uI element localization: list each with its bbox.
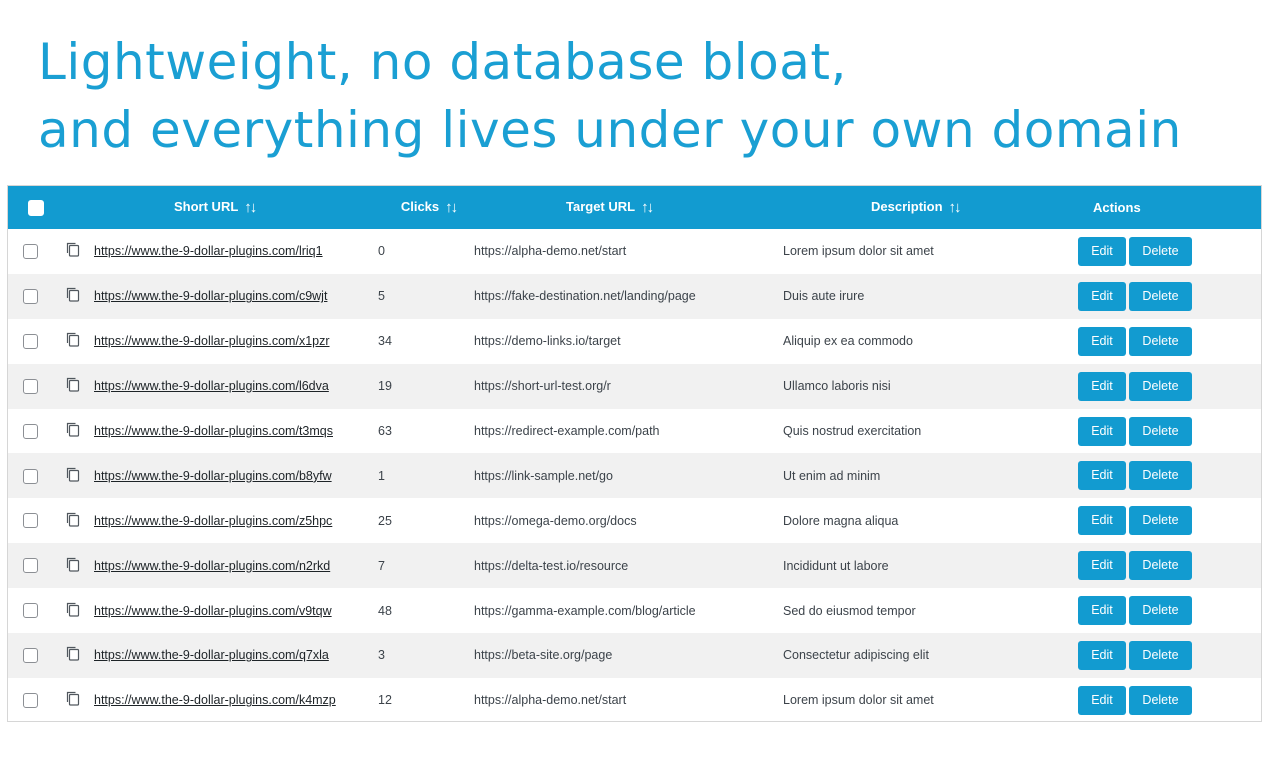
- sort-icon: ↑↓: [641, 199, 653, 216]
- copy-icon[interactable]: [66, 512, 80, 530]
- links-table: [8, 186, 1262, 722]
- actions-cell: [1068, 453, 1262, 498]
- clicks-cell: 7: [378, 558, 385, 573]
- edit-button[interactable]: Edit: [1078, 551, 1126, 580]
- target-url-cell: https://demo-links.io/target: [474, 334, 621, 349]
- table-row: [8, 364, 1262, 409]
- delete-button[interactable]: Delete: [1129, 461, 1192, 490]
- clicks-cell: 5: [378, 289, 385, 304]
- table-header-row: [8, 186, 1262, 229]
- copy-icon[interactable]: [66, 646, 80, 664]
- table-row: [8, 498, 1262, 543]
- target-url-cell: https://alpha-demo.net/start: [474, 244, 627, 259]
- delete-button[interactable]: Delete: [1129, 237, 1192, 266]
- short-url-link[interactable]: https://www.the-9-dollar-plugins.com/z5hpc: [94, 513, 333, 528]
- table-row: [8, 453, 1262, 498]
- description-cell: Lorem ipsum dolor sit amet: [783, 244, 934, 259]
- edit-button[interactable]: Edit: [1078, 506, 1126, 535]
- short-url-link[interactable]: https://www.the-9-dollar-plugins.com/n2rkd: [94, 558, 331, 573]
- column-target-url-label: Target URL: [566, 199, 636, 214]
- copy-icon[interactable]: [66, 242, 80, 260]
- row-checkbox[interactable]: [23, 648, 38, 663]
- column-actions: [1068, 186, 1262, 229]
- short-url-link[interactable]: https://www.the-9-dollar-plugins.com/t3mqs: [94, 424, 333, 438]
- short-url-link[interactable]: https://www.the-9-dollar-plugins.com/q7xla: [94, 648, 329, 663]
- short-url-link[interactable]: https://www.the-9-dollar-plugins.com/c9wjt: [94, 289, 328, 304]
- clicks-cell: 0: [378, 244, 385, 259]
- column-short-url[interactable]: [94, 186, 371, 229]
- column-actions-label: Actions: [1093, 200, 1141, 215]
- row-checkbox[interactable]: [23, 424, 38, 439]
- description-cell: Incididunt ut labore: [783, 558, 889, 573]
- copy-icon[interactable]: [66, 377, 80, 395]
- table-row: [8, 678, 1262, 722]
- copy-icon[interactable]: [66, 287, 80, 305]
- short-url-link[interactable]: https://www.the-9-dollar-plugins.com/k4mzp: [94, 693, 336, 708]
- target-url-cell: https://link-sample.net/go: [474, 468, 613, 483]
- edit-button[interactable]: Edit: [1078, 282, 1126, 311]
- delete-button[interactable]: Delete: [1129, 282, 1192, 311]
- description-cell: Consectetur adipiscing elit: [783, 648, 929, 663]
- description-cell: Aliquip ex ea commodo: [783, 334, 913, 349]
- edit-button[interactable]: Edit: [1078, 327, 1126, 356]
- row-checkbox[interactable]: [23, 334, 38, 349]
- delete-button[interactable]: Delete: [1129, 417, 1192, 446]
- short-url-link[interactable]: https://www.the-9-dollar-plugins.com/x1pzr: [94, 334, 330, 349]
- clicks-cell: 34: [378, 334, 392, 349]
- edit-button[interactable]: Edit: [1078, 461, 1126, 490]
- description-cell: Sed do eiusmod tempor: [783, 603, 916, 618]
- table-row: [8, 319, 1262, 364]
- description-cell: Lorem ipsum dolor sit amet: [783, 693, 934, 708]
- table-row: [8, 274, 1262, 319]
- short-url-link[interactable]: https://www.the-9-dollar-plugins.com/l6dva: [94, 379, 329, 394]
- headline: [38, 28, 1182, 164]
- sort-icon: ↑↓: [948, 199, 960, 216]
- description-cell: Duis aute irure: [783, 289, 865, 304]
- row-checkbox[interactable]: [23, 558, 38, 573]
- column-clicks[interactable]: [371, 186, 466, 229]
- target-url-cell: https://omega-demo.org/docs: [474, 513, 637, 528]
- headline-line-2: and everything lives under your own domain: [38, 101, 1182, 159]
- clicks-cell: 12: [378, 693, 392, 708]
- clicks-cell: 1: [378, 468, 385, 483]
- table-row: [8, 633, 1262, 678]
- row-checkbox[interactable]: [23, 693, 38, 708]
- description-cell: Ullamco laboris nisi: [783, 379, 891, 394]
- copy-icon[interactable]: [66, 332, 80, 350]
- target-url-cell: https://fake-destination.net/landing/page: [474, 289, 696, 304]
- clicks-cell: 48: [378, 603, 392, 618]
- edit-button[interactable]: Edit: [1078, 237, 1126, 266]
- delete-button[interactable]: Delete: [1129, 641, 1192, 670]
- sort-icon: ↑↓: [244, 199, 256, 216]
- actions-cell: [1068, 543, 1262, 588]
- headline-line-1: Lightweight, no database bloat,: [38, 33, 847, 91]
- delete-button[interactable]: Delete: [1129, 551, 1192, 580]
- copy-icon[interactable]: [66, 691, 80, 709]
- delete-button[interactable]: Delete: [1129, 506, 1192, 535]
- column-target-url[interactable]: [466, 186, 773, 229]
- target-url-cell: https://delta-test.io/resource: [474, 558, 629, 573]
- target-url-cell: https://redirect-example.com/path: [474, 424, 660, 438]
- row-checkbox[interactable]: [23, 513, 38, 528]
- actions-cell: [1068, 409, 1262, 454]
- select-all-cell: [8, 186, 54, 229]
- edit-button[interactable]: Edit: [1078, 596, 1126, 625]
- edit-button[interactable]: Edit: [1078, 641, 1126, 670]
- column-description[interactable]: [773, 186, 1068, 229]
- target-url-cell: https://short-url-test.org/r: [474, 379, 611, 394]
- edit-button[interactable]: Edit: [1078, 686, 1126, 715]
- edit-button[interactable]: Edit: [1078, 417, 1126, 446]
- actions-cell: [1068, 588, 1262, 633]
- row-checkbox[interactable]: [23, 244, 38, 259]
- short-url-link[interactable]: https://www.the-9-dollar-plugins.com/v9tqw: [94, 603, 332, 618]
- row-checkbox[interactable]: [23, 603, 38, 618]
- row-checkbox[interactable]: [23, 469, 38, 484]
- select-all-checkbox[interactable]: [28, 200, 44, 216]
- delete-button[interactable]: Delete: [1129, 327, 1192, 356]
- short-url-link[interactable]: https://www.the-9-dollar-plugins.com/lriq1: [94, 244, 323, 259]
- target-url-cell: https://beta-site.org/page: [474, 648, 613, 663]
- description-cell: Quis nostrud exercitation: [783, 424, 922, 438]
- table-row: [8, 409, 1262, 454]
- table-body: [8, 229, 1262, 722]
- edit-button[interactable]: Edit: [1078, 372, 1126, 401]
- delete-button[interactable]: Delete: [1129, 686, 1192, 715]
- table-row: [8, 229, 1262, 274]
- copy-icon[interactable]: [66, 467, 80, 485]
- description-cell: Dolore magna aliqua: [783, 513, 899, 528]
- copy-icon[interactable]: [66, 557, 80, 575]
- actions-cell: [1068, 678, 1262, 722]
- actions-cell: [1068, 364, 1262, 409]
- table-row: [8, 588, 1262, 633]
- column-clicks-label: Clicks: [400, 199, 440, 214]
- links-table-container: [7, 185, 1262, 722]
- column-description-label: Description: [871, 199, 943, 214]
- sort-icon: ↑↓: [445, 199, 457, 216]
- delete-button[interactable]: Delete: [1129, 372, 1192, 401]
- short-url-link[interactable]: https://www.the-9-dollar-plugins.com/b8yfw: [94, 468, 332, 483]
- target-url-cell: https://alpha-demo.net/start: [474, 693, 627, 708]
- clicks-cell: 63: [378, 424, 392, 438]
- clicks-cell: 19: [378, 379, 392, 394]
- actions-cell: [1068, 498, 1262, 543]
- actions-cell: [1068, 274, 1262, 319]
- delete-button[interactable]: Delete: [1129, 596, 1192, 625]
- target-url-cell: https://gamma-example.com/blog/article: [474, 603, 696, 618]
- actions-cell: [1068, 229, 1262, 274]
- clicks-cell: 3: [378, 648, 385, 663]
- copy-icon[interactable]: [66, 422, 80, 440]
- column-short-url-label: Short URL: [174, 199, 239, 214]
- copy-icon[interactable]: [66, 602, 80, 620]
- row-checkbox[interactable]: [23, 289, 38, 304]
- table-row: [8, 543, 1262, 588]
- description-cell: Ut enim ad minim: [783, 468, 881, 483]
- row-checkbox[interactable]: [23, 379, 38, 394]
- actions-cell: [1068, 319, 1262, 364]
- clicks-cell: 25: [378, 513, 392, 528]
- actions-cell: [1068, 633, 1262, 678]
